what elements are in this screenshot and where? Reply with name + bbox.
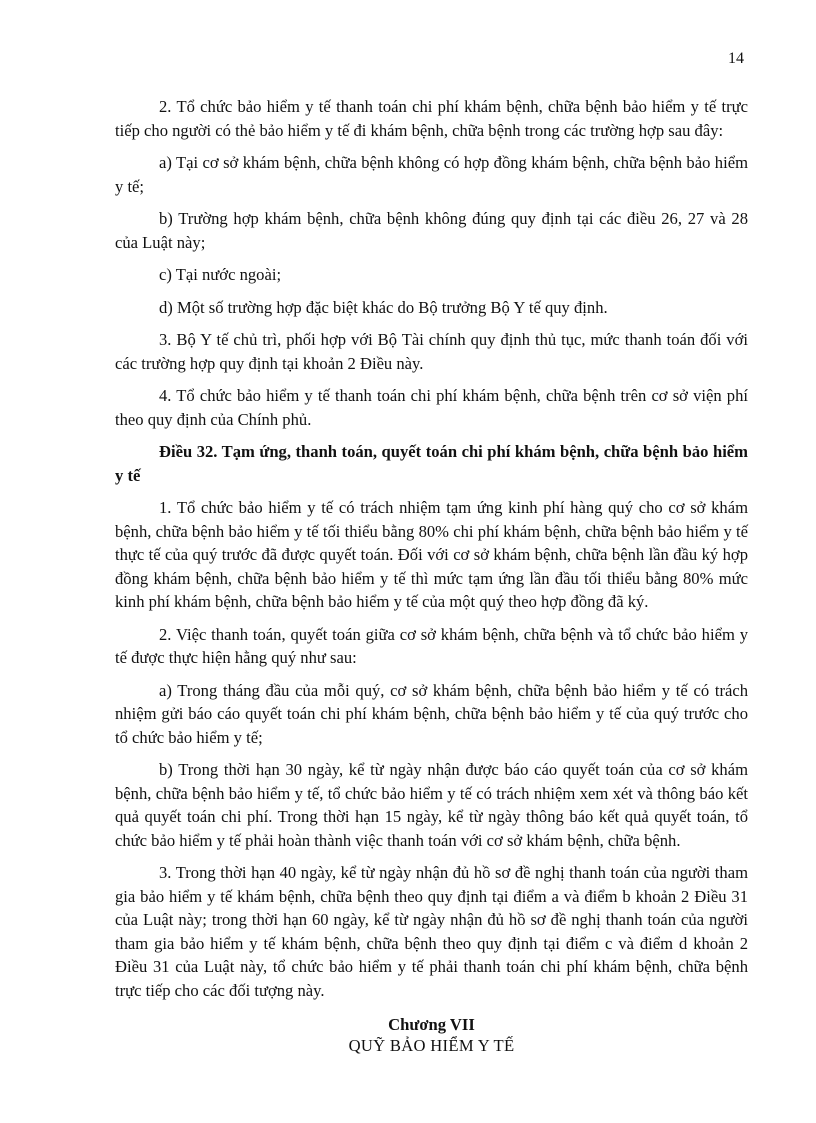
paragraph-article-32-point-b: b) Trong thời hạn 30 ngày, kể từ ngày nhận được báo cáo quyết toán của cơ sở khám bệnh, chữa bệnh bảo hiểm y tế, tổ chức bảo hiểm y tế có trách nhiệm xem xét và thông báo kết quả quyết toán chi phí. Trong thời hạn 15 ngày, kể từ ngày thông báo kết quả quyết toán, tổ chức bảo hiểm y tế phải hoàn thành việc thanh toán với cơ sở khám bệnh, chữa bệnh. — [115, 760, 748, 850]
paragraph-article-32-clause-2: 2. Việc thanh toán, quyết toán giữa cơ sở khám bệnh, chữa bệnh và tổ chức bảo hiểm y tế được thực hiện hằng quý như sau: — [115, 624, 748, 667]
chapter-title: Chương VII — [388, 1015, 475, 1034]
paragraph-article-32-clause-3: 3. Trong thời hạn 40 ngày, kể từ ngày nhận đủ hồ sơ đề nghị thanh toán của người tham gia bảo hiểm y tế khám bệnh, chữa bệnh theo quy định tại điểm a và điểm b khoản 2 Điều 31 của Luật này; trong thời hạn 60 ngày, kể từ ngày nhận đủ hồ sơ đề nghị thanh toán của người tham gia bảo hiểm y tế khám bệnh, chữa bệnh theo quy định tại điểm c và điểm d khoản 2 Điều 31 của Luật này, tổ chức bảo hiểm y tế phải thanh toán chi phí khám bệnh, chữa bệnh trực tiếp cho các đối tượng này. — [115, 863, 748, 1000]
paragraph-clause-4: 4. Tổ chức bảo hiểm y tế thanh toán chi phí khám bệnh, chữa bệnh trên cơ sở viện phí theo quy định của Chính phủ. — [115, 386, 748, 429]
paragraph-clause-3: 3. Bộ Y tế chủ trì, phối hợp với Bộ Tài chính quy định thủ tục, mức thanh toán đối với các trường hợp quy định tại khoản 2 Điều này. — [115, 330, 748, 373]
paragraph-point-b: b) Trường hợp khám bệnh, chữa bệnh không đúng quy định tại các điều 26, 27 và 28 của Luật này; — [115, 209, 748, 252]
paragraph-clause-2: 2. Tổ chức bảo hiểm y tế thanh toán chi phí khám bệnh, chữa bệnh bảo hiểm y tế trực tiếp cho người có thẻ bảo hiểm y tế đi khám bệnh, chữa bệnh trong các trường hợp sau đây: — [115, 97, 748, 140]
chapter-heading — [115, 1014, 748, 1056]
paragraph-point-d: d) Một số trường hợp đặc biệt khác do Bộ trưởng Bộ Y tế quy định. — [159, 297, 608, 317]
paragraph-article-32-clause-1: 1. Tổ chức bảo hiểm y tế có trách nhiệm tạm ứng kinh phí hàng quý cho cơ sở khám bệnh, chữa bệnh bảo hiểm y tế tối thiểu bằng 80% chi phí khám bệnh, chữa bệnh bảo hiểm y tế thực tế của quý trước đã được quyết toán. Đối với cơ sở khám bệnh, chữa bệnh lần đầu ký hợp đồng khám bệnh, chữa bệnh bảo hiểm y tế thì mức tạm ứng lần đầu tối thiểu bằng 80% mức kinh phí khám bệnh, chữa bệnh bảo hiểm y tế của một quý theo hợp đồng đã ký. — [115, 498, 748, 611]
chapter-subtitle: QUỸ BẢO HIỂM Y TẾ — [348, 1036, 515, 1055]
article-32-heading: Điều 32. Tạm ứng, thanh toán, quyết toán chi phí khám bệnh, chữa bệnh bảo hiểm y tế — [115, 442, 748, 485]
paragraph-point-c: c) Tại nước ngoài; — [159, 265, 282, 284]
page-number: 14 — [728, 50, 744, 67]
paragraph-point-a: a) Tại cơ sở khám bệnh, chữa bệnh không có hợp đồng khám bệnh, chữa bệnh bảo hiểm y tế; — [115, 153, 748, 196]
paragraph-article-32-point-a: a) Trong tháng đầu của mỗi quý, cơ sở khám bệnh, chữa bệnh bảo hiểm y tế có trách nhiệm gửi báo cáo quyết toán chi phí khám bệnh, chữa bệnh bảo hiểm y tế của quý trước cho tổ chức bảo hiểm y tế; — [115, 680, 748, 747]
document-body — [115, 95, 748, 1056]
